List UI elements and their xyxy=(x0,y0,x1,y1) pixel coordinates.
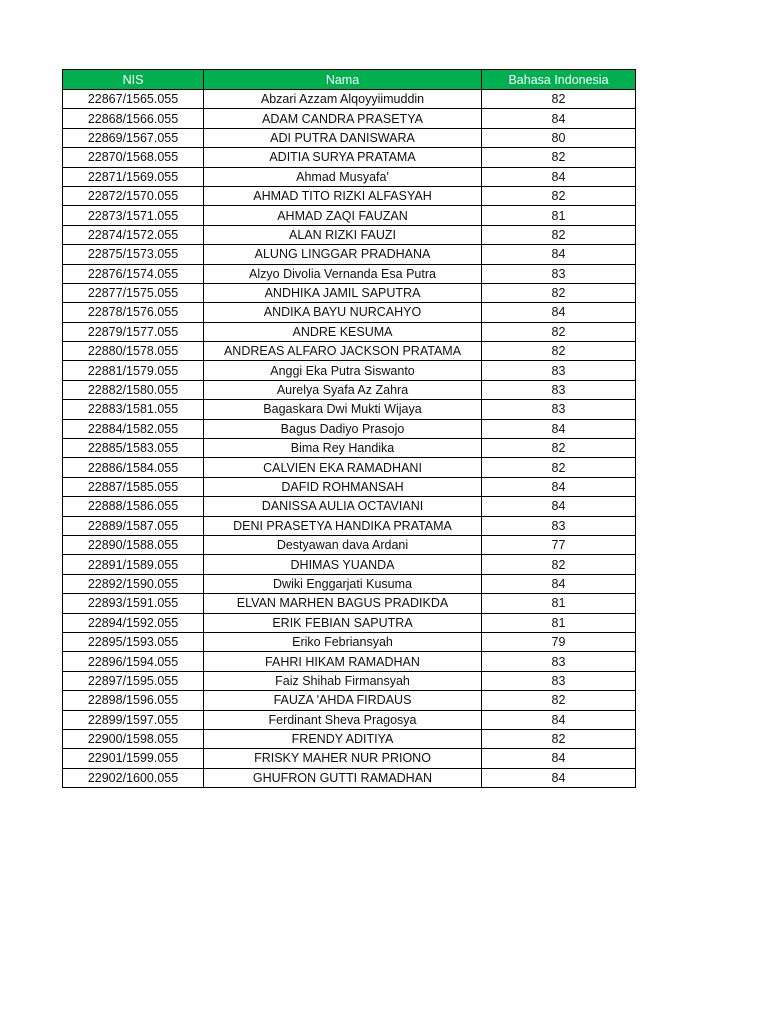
cell-bahasa-indonesia: 82 xyxy=(482,691,636,710)
cell-bahasa-indonesia: 84 xyxy=(482,768,636,787)
cell-nis: 22900/1598.055 xyxy=(63,729,204,748)
table-row xyxy=(63,303,636,322)
cell-bahasa-indonesia: 84 xyxy=(482,167,636,186)
cell-nis: 22873/1571.055 xyxy=(63,206,204,225)
table-row xyxy=(63,768,636,787)
cell-nama: ALAN RIZKI FAUZI xyxy=(204,225,482,244)
table-row xyxy=(63,167,636,186)
cell-nis: 22867/1565.055 xyxy=(63,90,204,109)
cell-bahasa-indonesia: 83 xyxy=(482,380,636,399)
cell-nama: Faiz Shihab Firmansyah xyxy=(204,671,482,690)
cell-bahasa-indonesia: 84 xyxy=(482,749,636,768)
table-row xyxy=(63,613,636,632)
table-row xyxy=(63,555,636,574)
cell-nis: 22881/1579.055 xyxy=(63,361,204,380)
cell-nis: 22896/1594.055 xyxy=(63,652,204,671)
table-row xyxy=(63,419,636,438)
cell-nama: ALUNG LINGGAR PRADHANA xyxy=(204,245,482,264)
table-row xyxy=(63,380,636,399)
cell-nis: 22870/1568.055 xyxy=(63,148,204,167)
cell-bahasa-indonesia: 84 xyxy=(482,477,636,496)
cell-nis: 22882/1580.055 xyxy=(63,380,204,399)
table-row xyxy=(63,477,636,496)
table-row xyxy=(63,439,636,458)
cell-nama: Anggi Eka Putra Siswanto xyxy=(204,361,482,380)
table-row xyxy=(63,749,636,768)
cell-bahasa-indonesia: 82 xyxy=(482,90,636,109)
cell-nis: 22887/1585.055 xyxy=(63,477,204,496)
cell-nama: CALVIEN EKA RAMADHANI xyxy=(204,458,482,477)
cell-nama: DENI PRASETYA HANDIKA PRATAMA xyxy=(204,516,482,535)
table-row xyxy=(63,186,636,205)
table-body xyxy=(63,90,636,788)
cell-nama: DHIMAS YUANDA xyxy=(204,555,482,574)
table-row xyxy=(63,516,636,535)
cell-nama: ANDRE KESUMA xyxy=(204,322,482,341)
table-row xyxy=(63,225,636,244)
cell-bahasa-indonesia: 83 xyxy=(482,516,636,535)
cell-bahasa-indonesia: 82 xyxy=(482,148,636,167)
table-row xyxy=(63,90,636,109)
cell-nis: 22890/1588.055 xyxy=(63,535,204,554)
table-row xyxy=(63,535,636,554)
cell-nama: ERIK FEBIAN SAPUTRA xyxy=(204,613,482,632)
cell-nis: 22877/1575.055 xyxy=(63,283,204,302)
cell-bahasa-indonesia: 82 xyxy=(482,186,636,205)
cell-nama: ANDHIKA JAMIL SAPUTRA xyxy=(204,283,482,302)
cell-nis: 22898/1596.055 xyxy=(63,691,204,710)
cell-nama: AHMAD ZAQI FAUZAN xyxy=(204,206,482,225)
table-row xyxy=(63,128,636,147)
cell-bahasa-indonesia: 79 xyxy=(482,632,636,651)
cell-nis: 22884/1582.055 xyxy=(63,419,204,438)
cell-nama: AHMAD TITO RIZKI ALFASYAH xyxy=(204,186,482,205)
header-nama: Nama xyxy=(204,70,482,90)
cell-nis: 22893/1591.055 xyxy=(63,594,204,613)
cell-nis: 22883/1581.055 xyxy=(63,400,204,419)
cell-nama: FRENDY ADITIYA xyxy=(204,729,482,748)
cell-nis: 22868/1566.055 xyxy=(63,109,204,128)
cell-bahasa-indonesia: 84 xyxy=(482,710,636,729)
cell-nis: 22876/1574.055 xyxy=(63,264,204,283)
cell-nama: Aurelya Syafa Az Zahra xyxy=(204,380,482,399)
cell-nis: 22878/1576.055 xyxy=(63,303,204,322)
cell-bahasa-indonesia: 77 xyxy=(482,535,636,554)
grades-table xyxy=(62,69,636,788)
table-row xyxy=(63,710,636,729)
cell-nama: ELVAN MARHEN BAGUS PRADIKDA xyxy=(204,594,482,613)
cell-nama: Bagus Dadiyo Prasojo xyxy=(204,419,482,438)
cell-nis: 22902/1600.055 xyxy=(63,768,204,787)
cell-nis: 22899/1597.055 xyxy=(63,710,204,729)
cell-bahasa-indonesia: 84 xyxy=(482,245,636,264)
cell-nis: 22885/1583.055 xyxy=(63,439,204,458)
table-row xyxy=(63,574,636,593)
cell-nama: ANDIKA BAYU NURCAHYO xyxy=(204,303,482,322)
table-row xyxy=(63,729,636,748)
cell-nama: Eriko Febriansyah xyxy=(204,632,482,651)
cell-bahasa-indonesia: 83 xyxy=(482,400,636,419)
table-row xyxy=(63,148,636,167)
cell-nis: 22888/1586.055 xyxy=(63,497,204,516)
table-row xyxy=(63,109,636,128)
cell-bahasa-indonesia: 82 xyxy=(482,225,636,244)
cell-nama: ADI PUTRA DANISWARA xyxy=(204,128,482,147)
cell-nis: 22901/1599.055 xyxy=(63,749,204,768)
cell-bahasa-indonesia: 84 xyxy=(482,574,636,593)
cell-bahasa-indonesia: 82 xyxy=(482,283,636,302)
cell-nis: 22875/1573.055 xyxy=(63,245,204,264)
cell-bahasa-indonesia: 81 xyxy=(482,613,636,632)
cell-bahasa-indonesia: 82 xyxy=(482,439,636,458)
header-bahasa-indonesia: Bahasa Indonesia xyxy=(482,70,636,90)
table-row xyxy=(63,245,636,264)
table-row xyxy=(63,652,636,671)
cell-bahasa-indonesia: 82 xyxy=(482,729,636,748)
cell-nama: FAUZA 'AHDA FIRDAUS xyxy=(204,691,482,710)
cell-nama: DANISSA AULIA OCTAVIANI xyxy=(204,497,482,516)
cell-nama: ADAM CANDRA PRASETYA xyxy=(204,109,482,128)
header-row xyxy=(63,70,636,90)
cell-nama: FRISKY MAHER NUR PRIONO xyxy=(204,749,482,768)
cell-nama: GHUFRON GUTTI RAMADHAN xyxy=(204,768,482,787)
cell-nis: 22886/1584.055 xyxy=(63,458,204,477)
cell-bahasa-indonesia: 84 xyxy=(482,419,636,438)
table-row xyxy=(63,283,636,302)
cell-nis: 22872/1570.055 xyxy=(63,186,204,205)
cell-bahasa-indonesia: 83 xyxy=(482,264,636,283)
cell-nama: FAHRI HIKAM RAMADHAN xyxy=(204,652,482,671)
table-row xyxy=(63,361,636,380)
cell-nis: 22879/1577.055 xyxy=(63,322,204,341)
cell-bahasa-indonesia: 81 xyxy=(482,594,636,613)
cell-nama: Ahmad Musyafa' xyxy=(204,167,482,186)
cell-nis: 22874/1572.055 xyxy=(63,225,204,244)
cell-nis: 22880/1578.055 xyxy=(63,342,204,361)
cell-nama: Bima Rey Handika xyxy=(204,439,482,458)
cell-bahasa-indonesia: 83 xyxy=(482,652,636,671)
cell-nis: 22869/1567.055 xyxy=(63,128,204,147)
table-row xyxy=(63,400,636,419)
table-row xyxy=(63,594,636,613)
table-row xyxy=(63,691,636,710)
cell-nama: Bagaskara Dwi Mukti Wijaya xyxy=(204,400,482,419)
table-row xyxy=(63,458,636,477)
cell-nama: DAFID ROHMANSAH xyxy=(204,477,482,496)
cell-nis: 22891/1589.055 xyxy=(63,555,204,574)
table-row xyxy=(63,322,636,341)
cell-nama: Ferdinant Sheva Pragosya xyxy=(204,710,482,729)
table-row xyxy=(63,342,636,361)
table-row xyxy=(63,206,636,225)
cell-bahasa-indonesia: 83 xyxy=(482,671,636,690)
table-row xyxy=(63,632,636,651)
cell-nis: 22892/1590.055 xyxy=(63,574,204,593)
cell-nis: 22897/1595.055 xyxy=(63,671,204,690)
cell-bahasa-indonesia: 81 xyxy=(482,206,636,225)
table-row xyxy=(63,671,636,690)
cell-bahasa-indonesia: 84 xyxy=(482,497,636,516)
table-row xyxy=(63,264,636,283)
cell-bahasa-indonesia: 82 xyxy=(482,555,636,574)
cell-nama: Dwiki Enggarjati Kusuma xyxy=(204,574,482,593)
cell-bahasa-indonesia: 84 xyxy=(482,109,636,128)
grades-sheet xyxy=(62,69,636,788)
cell-bahasa-indonesia: 82 xyxy=(482,342,636,361)
cell-nis: 22895/1593.055 xyxy=(63,632,204,651)
cell-nama: Abzari Azzam Alqoyyiimuddin xyxy=(204,90,482,109)
header-nis: NIS xyxy=(63,70,204,90)
cell-bahasa-indonesia: 82 xyxy=(482,458,636,477)
cell-bahasa-indonesia: 83 xyxy=(482,361,636,380)
cell-bahasa-indonesia: 82 xyxy=(482,322,636,341)
cell-nama: Destyawan dava Ardani xyxy=(204,535,482,554)
cell-nama: ADITIA SURYA PRATAMA xyxy=(204,148,482,167)
cell-bahasa-indonesia: 80 xyxy=(482,128,636,147)
cell-nama: ANDREAS ALFARO JACKSON PRATAMA xyxy=(204,342,482,361)
cell-nis: 22894/1592.055 xyxy=(63,613,204,632)
cell-nama: Alzyo Divolia Vernanda Esa Putra xyxy=(204,264,482,283)
cell-bahasa-indonesia: 84 xyxy=(482,303,636,322)
cell-nis: 22889/1587.055 xyxy=(63,516,204,535)
table-row xyxy=(63,497,636,516)
cell-nis: 22871/1569.055 xyxy=(63,167,204,186)
